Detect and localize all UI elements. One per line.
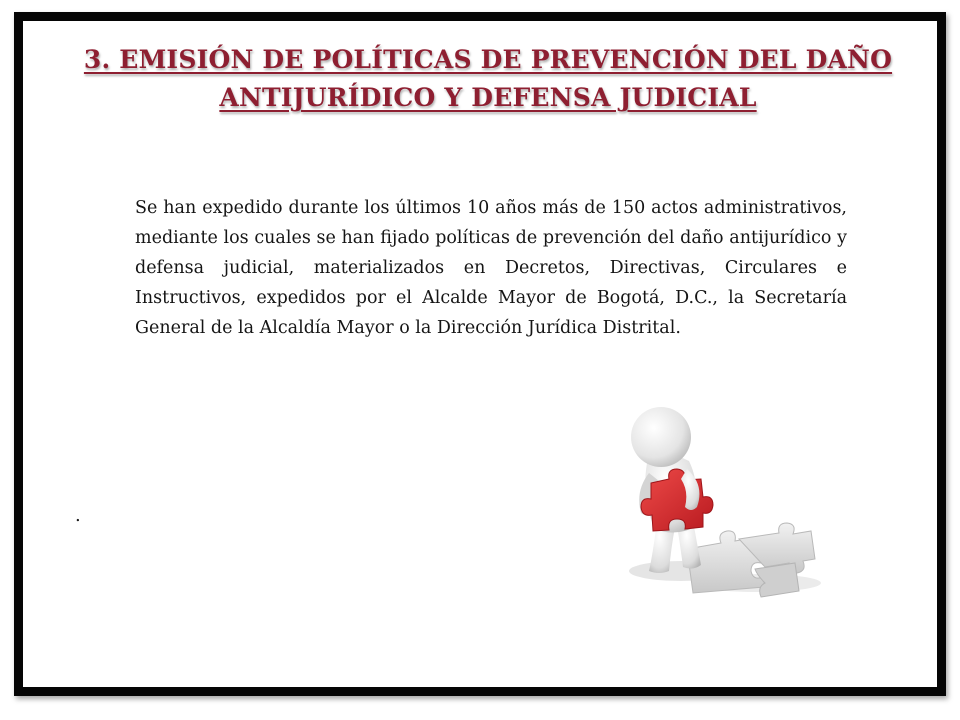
slide-title: 3. EMISIÓN DE POLÍTICAS DE PREVENCIÓN DEL DAÑO ANTIJURÍDICO Y DEFENSA JUDICIAL	[83, 45, 893, 112]
floor-puzzle-pieces	[687, 523, 815, 597]
slide-body-text: Se han expedido durante los últimos 10 años más de 150 actos administrativos, mediante los cuales se han fijado políticas de prevención del daño antijurídico y defensa judicial, materializados en Decretos, Directivas, Circulares e Instructivos, expedidos por el Alcalde Mayor de Bogotá, D.C., la Secretaría General de la Alcaldía Mayor o la Dirección Jurídica Distrital.	[135, 198, 847, 338]
person-holding-puzzle-piece-icon	[589, 403, 829, 603]
stray-period: .	[75, 505, 81, 526]
slide-frame	[14, 12, 946, 696]
